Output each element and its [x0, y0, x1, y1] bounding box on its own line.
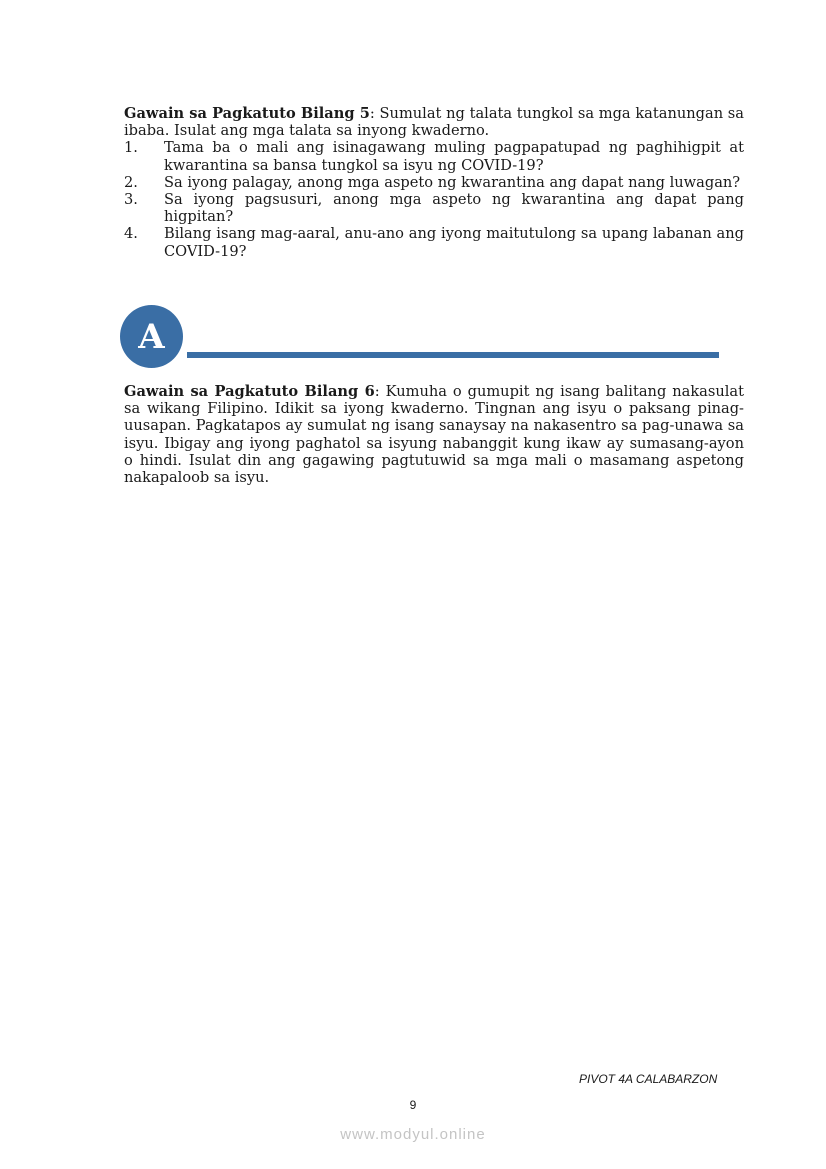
question-number: 4. [124, 225, 138, 243]
section-a-header [120, 305, 720, 369]
question-item [124, 191, 744, 225]
question-text: Tama ba o mali ang isinagawang muling pagpapatupad ng paghihigpit at kwarantina sa bansa tungkol sa isyu ng COVID-19? [164, 139, 744, 174]
question-item [124, 225, 744, 259]
question-item [124, 174, 744, 191]
page-number: 9 [409, 1098, 417, 1112]
question-text: Sa iyong palagay, anong mga aspeto ng kwarantina ang dapat nang luwagan? [164, 173, 741, 191]
question-text: Bilang isang mag-aaral, anu-ano ang iyong maitutulong sa upang labanan ang COVID-19? [164, 225, 744, 260]
gawain-5-instruction: : Sumulat ng talata tungkol sa mga katanungan sa ibaba. Isulat ang mga talata sa inyong kwaderno. [124, 105, 744, 140]
section-letter-badge: A [120, 305, 183, 368]
footer-source: PIVOT 4A CALABARZON [579, 1072, 718, 1086]
gawain-6-heading: Gawain sa Pagkatuto Bilang 6 [124, 383, 375, 400]
gawain-6-section [124, 383, 744, 486]
gawain-5-section [124, 105, 744, 260]
section-divider-rule [187, 352, 719, 358]
question-number: 3. [124, 191, 138, 209]
question-text: Sa iyong pagsusuri, anong mga aspeto ng kwarantina ang dapat pang higpitan? [164, 191, 744, 226]
watermark: www.modyul.online [340, 1126, 486, 1143]
gawain-6-body: : Kumuha o gumupit ng isang balitang nakasulat sa wikang Filipino. Idikit sa iyong kwaderno. Tingnan ang isyu o paksang pinag-uusapan. Pagkatapos ay sumulat ng isang sanaysay na nakasentro sa pag-unawa sa isyu. Ibigay ang iyong paghatol sa isyung nabanggit kung ikaw ay sumasang-ayon o hindi. Isulat din ang gagawing pagtutuwid sa mga mali o masamang aspetong nakapaloob sa isyu. [124, 383, 744, 487]
gawain-5-heading: Gawain sa Pagkatuto Bilang 5 [124, 105, 370, 122]
gawain-6-paragraph [124, 383, 744, 486]
question-number: 1. [124, 139, 138, 157]
question-list [124, 139, 744, 259]
gawain-5-intro [124, 105, 744, 139]
question-item [124, 139, 744, 173]
question-number: 2. [124, 173, 138, 191]
